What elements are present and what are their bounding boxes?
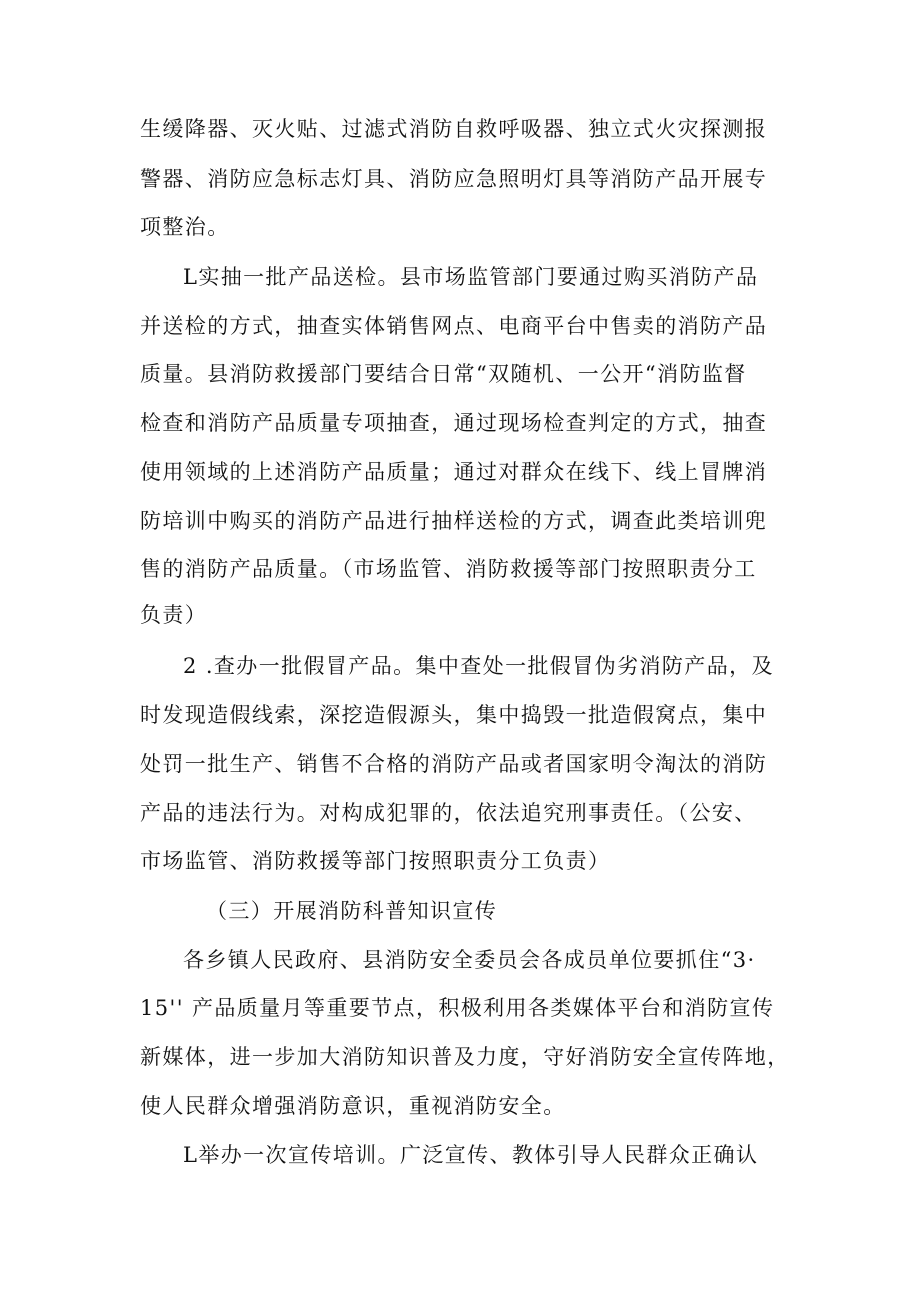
paragraph-line: 产品的违法行为。对构成犯罪的，依法追究刑事责任。（公安、 [140, 801, 757, 825]
paragraph-line: 警器、消防应急标志灯具、消防应急照明灯具等消防产品开展专 [140, 167, 768, 191]
paragraph-line: 售的消防产品质量。（市场监管、消防救援等部门按照职责分工 [140, 557, 757, 581]
paragraph-line: 项整治。 [140, 215, 230, 239]
paragraph-line: 质量。县消防救援部门要结合日常“双随机、一公开“消防监督 [140, 362, 747, 386]
paragraph-line: 使人民群众增强消防意识，重视消防安全。 [140, 1094, 566, 1118]
paragraph-line: 使用领域的上述消防产品质量；通过对群众在线下、线上冒牌消 [140, 460, 768, 484]
paragraph-line: 时发现造假线索，深挖造假源头，集中捣毁一批造假窝点，集中 [140, 703, 768, 727]
paragraph-line: L实抽一批产品送检。县市场监管部门要通过购买消防产品 [183, 265, 759, 289]
paragraph-line: 处罚一批生产、销售不合格的消防产品或者国家明令淘汰的消防 [140, 752, 768, 776]
paragraph-line: L举办一次宣传培训。广泛宣传、教体引导人民群众正确认 [183, 1143, 759, 1167]
paragraph-line: 各乡镇人民政府、县消防安全委员会各成员单位要抓住“3· [183, 948, 756, 972]
section-heading: （三）开展消防科普知识宣传 [206, 899, 498, 923]
paragraph-line: 并送检的方式，抽查实体销售网点、电商平台中售卖的消防产品 [140, 314, 768, 338]
paragraph-line: 2 .查办一批假冒产品。集中查处一批假冒伪劣消防产品，及 [183, 654, 774, 678]
paragraph-line: 防培训中购买的消防产品进行抽样送检的方式，调查此类培训兜 [140, 509, 768, 533]
paragraph-line: 生缓降器、灭火贴、过滤式消防自救呼吸器、独立式火灾探测报 [140, 117, 768, 141]
paragraph-line: 市场监管、消防救援等部门按照职责分工负责） [140, 849, 611, 873]
paragraph-line: 检查和消防产品质量专项抽查，通过现场检查判定的方式，抽查 [140, 411, 768, 435]
paragraph-line: 新媒体，进一步加大消防知识普及力度，守好消防安全宣传阵地， [140, 1045, 790, 1069]
paragraph-line: 15'' 产品质量月等重要节点，积极利用各类媒体平台和消防宣传 [140, 996, 775, 1020]
paragraph-line: 负责） [140, 603, 208, 627]
